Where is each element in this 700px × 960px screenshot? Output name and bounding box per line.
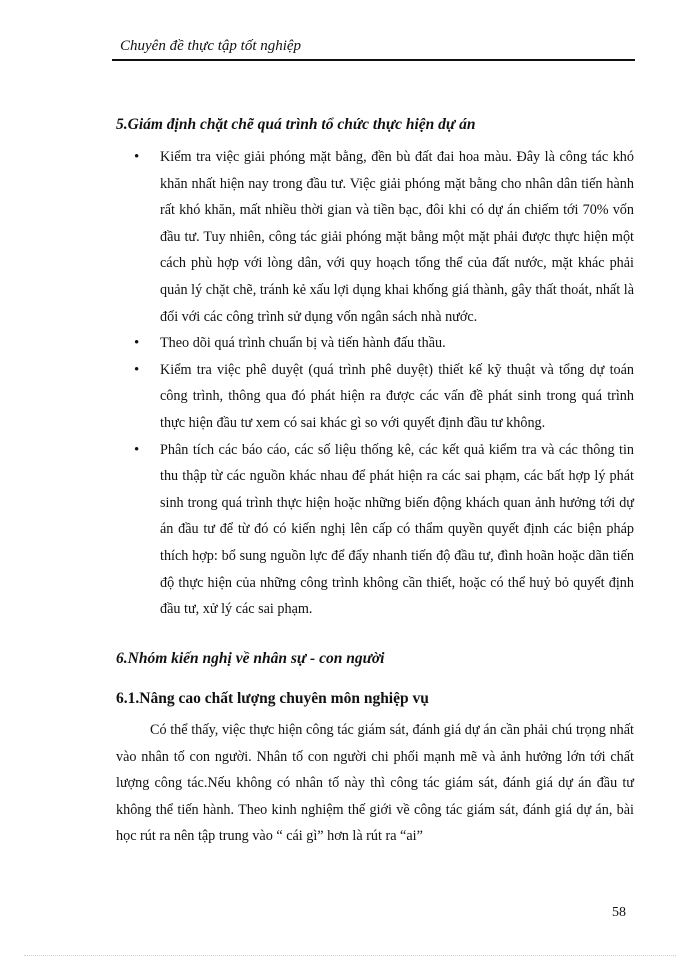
header-divider	[112, 59, 635, 61]
bullet-item: • Kiểm tra việc giải phóng mặt bằng, đền bù đất đai hoa màu. Đây là công tác khó khăn nhất hiện nay trong đầu tư. Việc giải phóng mặt bằng cho nhân dân tiến hành rất khó khăn, mất nhiều thời gian và tiền bạc, đôi khi có dự án chiếm tới 70% vốn đầu tư. Tuy nhiên, công tác giải phóng mặt bằng một mặt phải được thực hiện một cách phù hợp với lòng dân, với quy hoạch tổng thể của đất nước, mặt khác phải quản lý chặt chẽ, tránh kẻ xấu lợi dụng khai khống giá thành, gây thất thoát, nhất là đối với các công trình sử dụng vốn ngân sách nhà nước.	[128, 144, 634, 330]
footer-divider	[24, 955, 676, 956]
section-5-heading: 5.Giám định chặt chẽ quá trình tổ chức thực hiện dự án	[116, 116, 476, 133]
bullet-item: • Kiểm tra việc phê duyệt (quá trình phê duyệt) thiết kế kỹ thuật và tổng dự toán công trình, thông qua đó phát hiện ra được các vấn đề phát sinh trong quá trình thực hiện đầu tư xem có sai khác gì so với quyết định đầu tư không.	[128, 357, 634, 437]
section-6-1-heading: 6.1.Nâng cao chất lượng chuyên môn nghiệp vụ	[116, 690, 429, 707]
section-5-bullet-list	[128, 144, 634, 623]
bullet-item: • Theo dõi quá trình chuẩn bị và tiến hành đấu thầu.	[128, 330, 634, 357]
running-header: Chuyên đề thực tập tốt nghiệp	[120, 38, 302, 54]
page-number: 58	[612, 905, 626, 920]
section-6-1-paragraph: Có thể thấy, việc thực hiện công tác giám sát, đánh giá dự án cần phải chú trọng nhất vào nhân tố con người. Nhân tố con người chi phối mạnh mẽ và ảnh hưởng lớn tới chất lượng công tác.Nếu không có nhân tố này thì công tác giám sát, đánh giá dự án đầu tư không thể tiến hành. Theo kinh nghiệm thế giới về công tác giám sát, đánh giá dự án, bài học rút ra nên tập trung vào “ cái gì” hơn là rút ra “ai”	[116, 722, 634, 845]
section-6-heading: 6.Nhóm kiến nghị về nhân sự - con người	[116, 650, 385, 667]
bullet-item: • Phân tích các báo cáo, các số liệu thống kê, các kết quả kiểm tra và các thông tin thu thập từ các nguồn khác nhau để phát hiện ra các sai phạm, các bất hợp lý phát sinh trong quá trình thực hiện hoặc những biến động khách quan ảnh hưởng tới dự án đầu tư để từ đó có kiến nghị lên cấp có thẩm quyền quyết định các biện pháp thích hợp: bổ sung nguồn lực để đẩy nhanh tiến độ đầu tư, đình hoãn hoặc dãn tiến độ thực hiện của những công trình không cần thiết, hoặc có thể huỷ bỏ quyết định đầu tư, xử lý các sai phạm.	[128, 437, 634, 623]
